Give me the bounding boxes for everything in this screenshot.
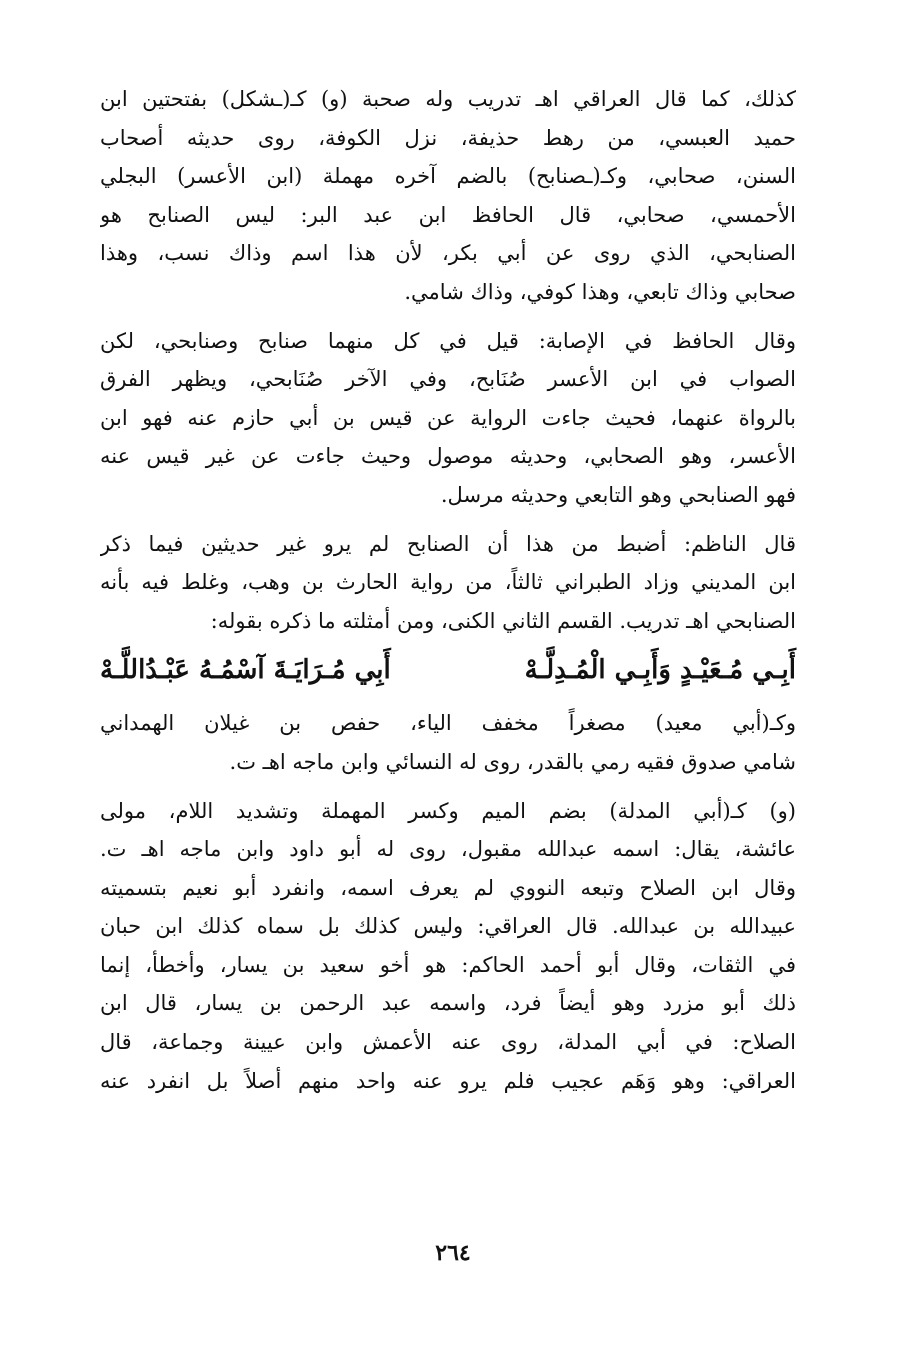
verse-left-hemistich: أَبِي مُـرَايَـةَ آسْمُـهُ عَبْـدُاللَّـهْ [100, 655, 391, 686]
text-line: وقال الحافظ في الإصابة: قيل في كل منهما صنابح وصنابحي، لكن [100, 328, 796, 353]
text-line: العراقي: وهو وَهَم عجيب فلم يرو عنه واحد منهم أصلاً بل انفرد عنه [100, 1068, 796, 1093]
text-line: فهو الصنابحي وهو التابعي وحديثه مرسل. [440, 482, 796, 507]
text-line: الأعسر، وهو الصحابي، وحديثه موصول وحيث جاءت عن غير قيس عنه [100, 444, 796, 469]
text-line: قال الناظم: أضبط من هذا أن الصنابح لم يرو غير حديثين فيما ذكر [100, 531, 796, 556]
text-line: عبيدالله بن عبدالله. قال العراقي: وليس كذلك بل سماه كذلك ابن حبان [100, 914, 796, 939]
text-line: الصلاح: في أبي المدلة، روى عنه الأعمش وابن عيينة وجماعة، قال [100, 1030, 796, 1055]
paragraph-5 [100, 792, 796, 1101]
text-line: الصنابحي اهـ تدريب. القسم الثاني الكنى، ومن أمثلته ما ذكره بقوله: [210, 608, 796, 633]
text-line: شامي صدوق فقيه رمي بالقدر، روى له النسائي وابن ماجه اهـ ت. [229, 749, 796, 774]
paragraph-4 [100, 704, 796, 781]
text-line: الصواب في ابن الأعسر صُنَابح، وفي الآخر صُنَابحي، ويظهر الفرق [100, 367, 796, 392]
text-line: كذلك، كما قال العراقي اهـ تدريب وله صحبة (و) كـ(ـشكل) بفتحتين ابن [100, 87, 796, 111]
text-line: حميد العبسي، من رهط حذيفة، نزل الكوفة، روى حديثه أصحاب [100, 125, 796, 150]
text-line: الصنابحي، الذي روى عن أبي بكر، لأن هذا اسم وذاك نسب، وهذا [100, 241, 796, 266]
paragraph-1 [100, 80, 796, 312]
verse-right-hemistich: أَبِـي مُـعَيْـدٍ وَأَبِـي الْمُـدِلَّـهْ [524, 655, 796, 686]
text-line: وقال ابن الصلاح وتبعه النووي لم يعرف اسمه، وانفرد أبو نعيم بتسميته [100, 875, 796, 900]
text-line: (و) كـ(أبي المدلة) بضم الميم وكسر المهملة وتشديد اللام، مولى [100, 798, 796, 823]
body-text [100, 80, 796, 1110]
paragraph-2 [100, 322, 796, 515]
verse-line [100, 650, 796, 690]
text-line: ابن المديني وزاد الطبراني ثالثاً، من رواية الحارث بن وهب، وغلط فيه بأنه [100, 570, 796, 595]
text-line: الأحمسي، صحابي، قال الحافظ ابن عبد البر: ليس الصنابح هو [100, 202, 796, 227]
text-line: في الثقات، وقال أبو أحمد الحاكم: هو أخو سعيد بن يسار، وأخطأ، إنما [100, 952, 796, 977]
text-line: صحابي وذاك تابعي، وهذا كوفي، وذاك شامي. [404, 279, 796, 304]
text-line: ذلك أبو مزرد وهو أيضاً فرد، واسمه عبد الرحمن بن يسار، قال ابن [100, 991, 796, 1016]
text-line: السنن، صحابي، وكـ(ـصنابح) بالضم آخره مهملة (ابن الأعسر) البجلي [100, 164, 796, 189]
page-number: ٢٦٤ [435, 1240, 471, 1266]
text-line: عائشة، يقال: اسمه عبدالله مقبول، روى له أبو داود وابن ماجه اهـ ت. [100, 837, 796, 862]
text-line: وكـ(أبي معيد) مصغراً مخفف الياء، حفص بن غيلان الهمداني [100, 711, 796, 736]
paragraph-3 [100, 525, 796, 641]
text-line: بالرواة عنهما، فحيث جاءت الرواية عن قيس بن أبي حازم عنه فهو ابن [100, 405, 796, 430]
